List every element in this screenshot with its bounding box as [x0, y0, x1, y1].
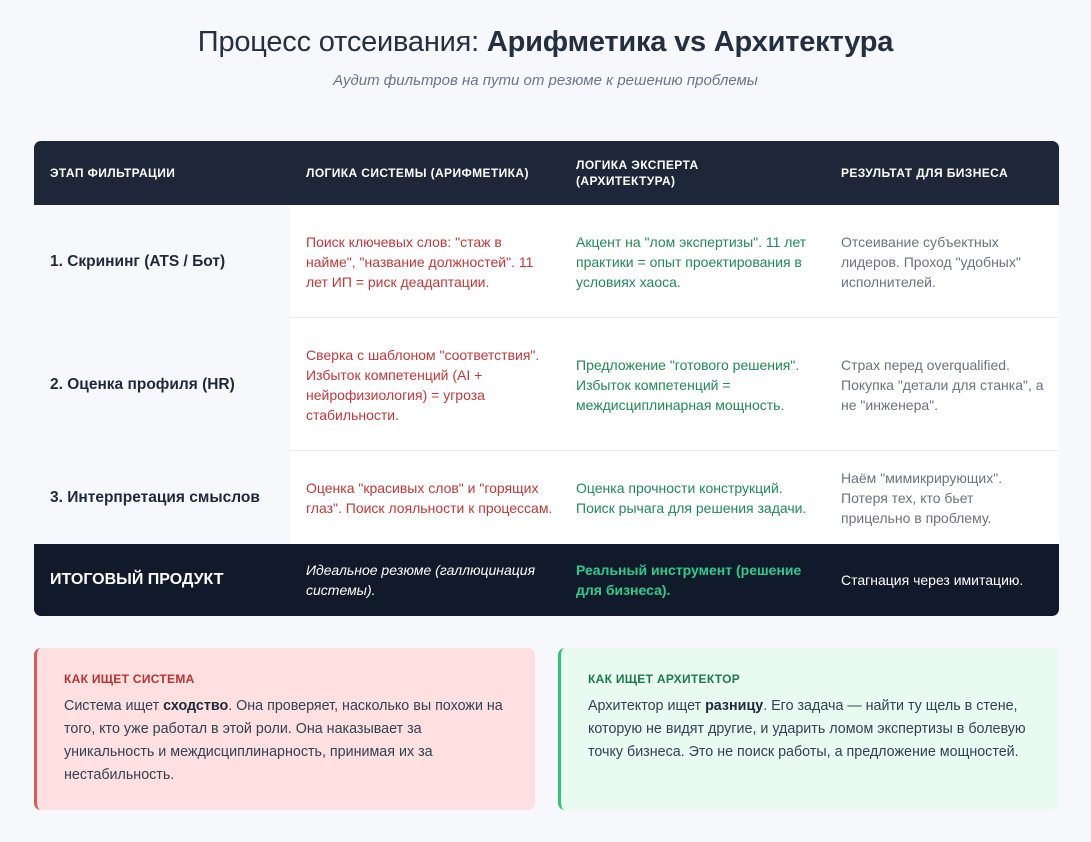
business-result-cell: Наём "мимикрирующих". Потеря тех, кто бьет прицельно в проблему. — [841, 469, 1003, 526]
business-result-cell: Страх перед overqualified. Покупка "детали для станка", а не "инженера". — [841, 356, 1044, 413]
system-card-text: Система ищет сходство. Она проверяет, насколько вы похожи на того, кто уже работал в этой роли. Она наказывает за уникальность и междисциплинарность, принимая их за нестабильность. — [64, 698, 503, 783]
system-card-keyword: сходство — [163, 698, 229, 714]
stage-name: 2. Оценка профиля (HR) — [50, 375, 235, 393]
page-title-bold: Арифметика vs Архитектура — [486, 26, 894, 58]
table-row — [34, 205, 1059, 318]
header-business-result: РЕЗУЛЬТАТ ДЛЯ БИЗНЕСА — [841, 166, 1009, 180]
system-logic-cell: Оценка "красивых слов" и "горящих глаз". Поиск лояльности к процессам. — [306, 479, 553, 516]
header-system-logic: ЛОГИКА СИСТЕМЫ (АРИФМЕТИКА) — [306, 166, 529, 180]
architect-card-keyword: разницу — [705, 698, 764, 714]
system-logic-cell: Поиск ключевых слов: "стаж в найме", "название должностей". 11 лет ИП = риск деадаптации. — [306, 233, 534, 290]
architect-card-title: КАК ИЩЕТ АРХИТЕКТОР — [588, 672, 741, 686]
business-result-cell: Отсеивание субъектных лидеров. Проход "удобных" исполнителей. — [841, 233, 1021, 290]
stage-name: 1. Скрининг (ATS / Бот) — [50, 252, 226, 270]
comparison-table — [34, 141, 1059, 616]
system-search-card — [34, 648, 535, 810]
final-product-row — [34, 544, 1059, 616]
final-business-cell: Стагнация через имитацию. — [841, 572, 1024, 588]
architect-search-card — [558, 648, 1059, 810]
header-stage: ЭТАП ФИЛЬТРАЦИИ — [50, 166, 176, 180]
header-expert-logic: ЛОГИКА ЭКСПЕРТА (АРХИТЕКТУРА) — [576, 158, 699, 188]
final-expert-cell: Реальный инструмент (решение для бизнеса). — [576, 562, 802, 598]
stage-name: 3. Интерпретация смыслов — [50, 488, 260, 506]
page-subtitle: Аудит фильтров на пути от резюме к решению проблемы — [333, 72, 758, 89]
table-row — [34, 451, 1059, 544]
final-stage-name: ИТОГОВЫЙ ПРОДУКТ — [50, 571, 224, 588]
page-title: Процесс отсеивания: Арифметика vs Архитектура — [197, 26, 894, 58]
system-card-title: КАК ИЩЕТ СИСТЕМА — [64, 672, 195, 686]
architect-card-text: Архитектор ищет разницу. Его задача — найти ту щель в стене, которую не видят другие, и ударить ломом экспертизы в болевую точку бизнеса. Это не поиск работы, а предложение мощностей. — [588, 698, 1026, 760]
expert-logic-cell: Предложение "готового решения". Избыток компетенций = междисциплинарная мощность. — [576, 356, 800, 413]
system-logic-cell: Сверка с шаблоном "соответствия". Избыток компетенций (AI + нейрофизиология) = угроза стабильности. — [306, 346, 540, 423]
final-system-cell: Идеальное резюме (галлюцинация системы). — [306, 562, 536, 598]
table-row — [34, 318, 1059, 451]
table-header — [34, 141, 1059, 205]
expert-logic-cell: Акцент на "лом экспертизы". 11 лет практики = опыт проектирования в условиях хаоса. — [576, 233, 807, 290]
expert-logic-cell: Оценка прочности конструкций. Поиск рычага для решения задачи. — [576, 479, 807, 516]
